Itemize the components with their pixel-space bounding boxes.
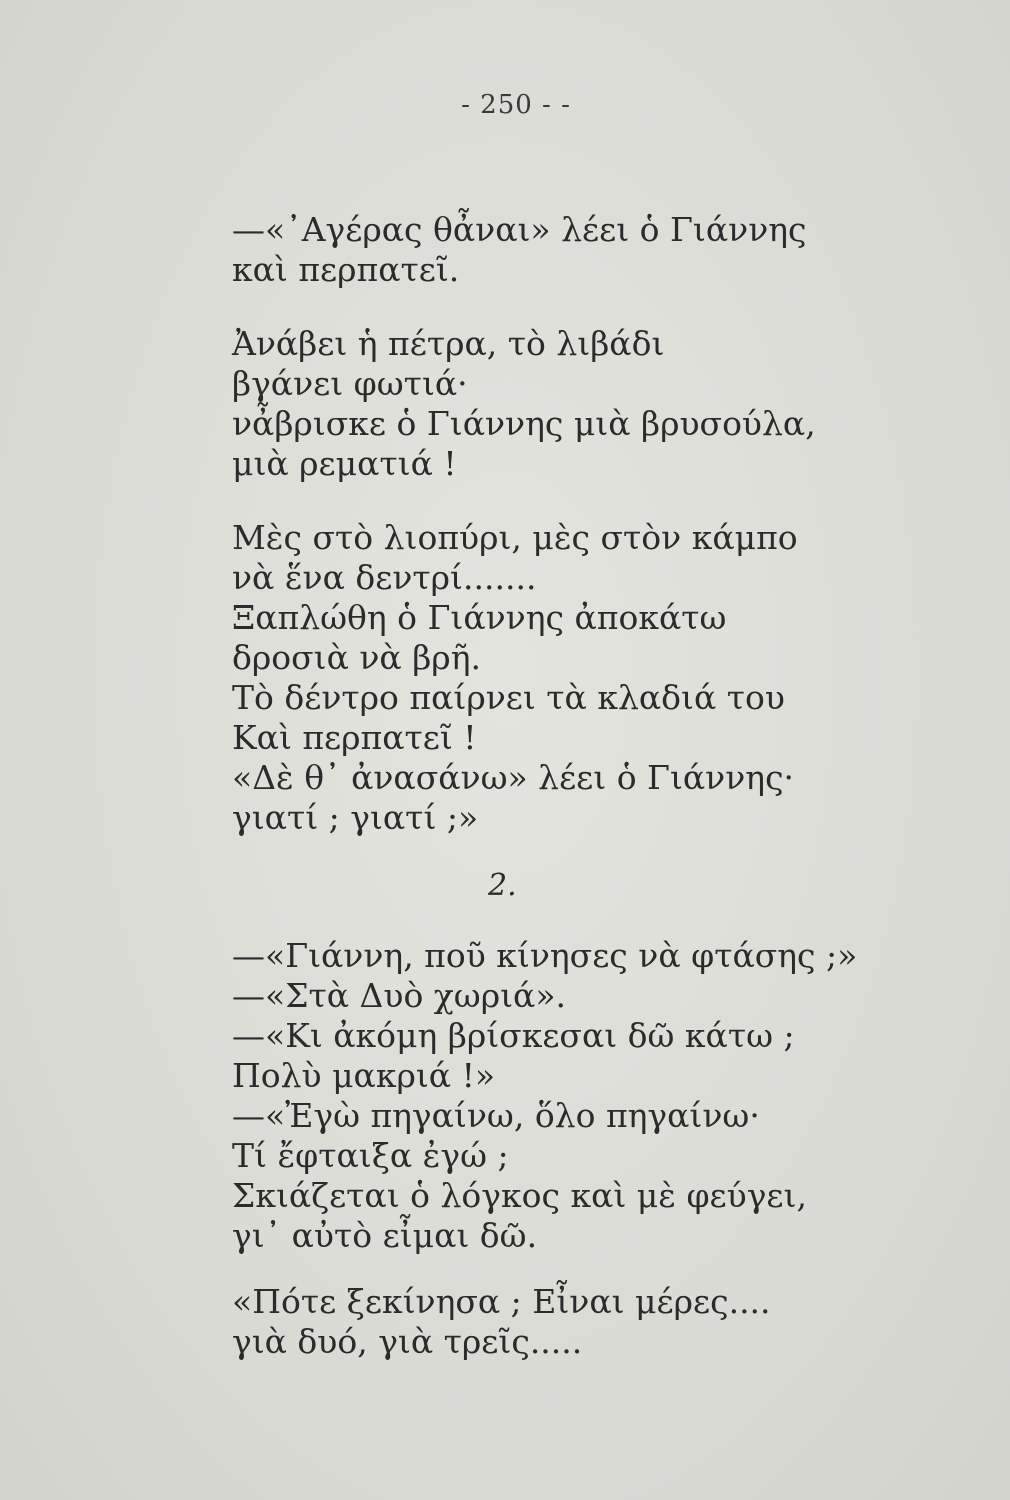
poem-line: Πολὺ μακριά !» [232, 1056, 496, 1095]
poem-line: μιὰ ρεματιά ! [232, 444, 457, 483]
poem-line: νἆβρισκε ὁ Γιάννης μιὰ βρυσούλα, [232, 404, 816, 443]
poem-line: Μὲς στὸ λιοπύρι, μὲς στὸν κάμπο [232, 518, 798, 557]
poem-line: «Πότε ξεκίνησα ; Εἶναι μέρες.... [232, 1282, 771, 1321]
poem-line: —«Ἐγὼ πηγαίνω, ὅλο πηγαίνω· [232, 1096, 760, 1135]
poem-section-1 [232, 210, 852, 838]
page-number [446, 90, 586, 120]
poem-line: γιὰ δυό, γιὰ τρεῖς..... [232, 1322, 583, 1361]
poem-line: Τί ἔφταιξα ἐγώ ; [232, 1136, 509, 1175]
poem-line: Τὸ δέντρο παίρνει τὰ κλαδιά του [232, 678, 785, 717]
poem-line: «Δὲ θ᾿ ἀνασάνω» λέει ὁ Γιάννης· [232, 758, 795, 797]
poem-line: —«Κι ἀκόμη βρίσκεσαι δῶ κάτω ; [232, 1016, 795, 1055]
poem-line: καὶ περπατεῖ. [232, 250, 460, 289]
page-number-dash-right: - - [532, 90, 571, 120]
poem-line: δροσιὰ νὰ βρῆ. [232, 638, 481, 677]
poem-line: —«᾿Αγέρας θἆναι» λέει ὁ Γιάννης [232, 210, 807, 249]
poem-line: —«Στὰ Δυὸ χωριά». [232, 976, 567, 1015]
stanza-1 [232, 210, 852, 290]
poem-line: Καὶ περπατεῖ ! [232, 718, 477, 757]
page-number-value: 250 [480, 90, 533, 120]
page-number-dash-left: - [461, 90, 481, 120]
poem-line: νὰ ἕνα δεντρί....... [232, 558, 537, 597]
poem-line: γι᾿ αὐτὸ εἶμαι δῶ. [232, 1216, 538, 1255]
poem-section-2 [232, 936, 858, 1256]
poem-section-3 [232, 1282, 852, 1362]
stanza-2 [232, 324, 852, 484]
poem-line: Ἀνάβει ἡ πέτρα, τὸ λιβάδι [232, 324, 665, 363]
stanza-3 [232, 518, 852, 838]
poem-line: Ξαπλώθη ὁ Γιάννης ἀποκάτω [232, 598, 727, 637]
poem-line: γιατί ; γιατί ;» [232, 798, 479, 837]
poem-line: —«Γιάννη, ποῦ κίνησες νὰ φτάσης ;» [232, 936, 858, 975]
poem-line: Σκιάζεται ὁ λόγκος καὶ μὲ φεύγει, [232, 1176, 807, 1215]
section-number: 2. [488, 868, 517, 903]
poem-line: βγάνει φωτιά· [232, 364, 468, 403]
